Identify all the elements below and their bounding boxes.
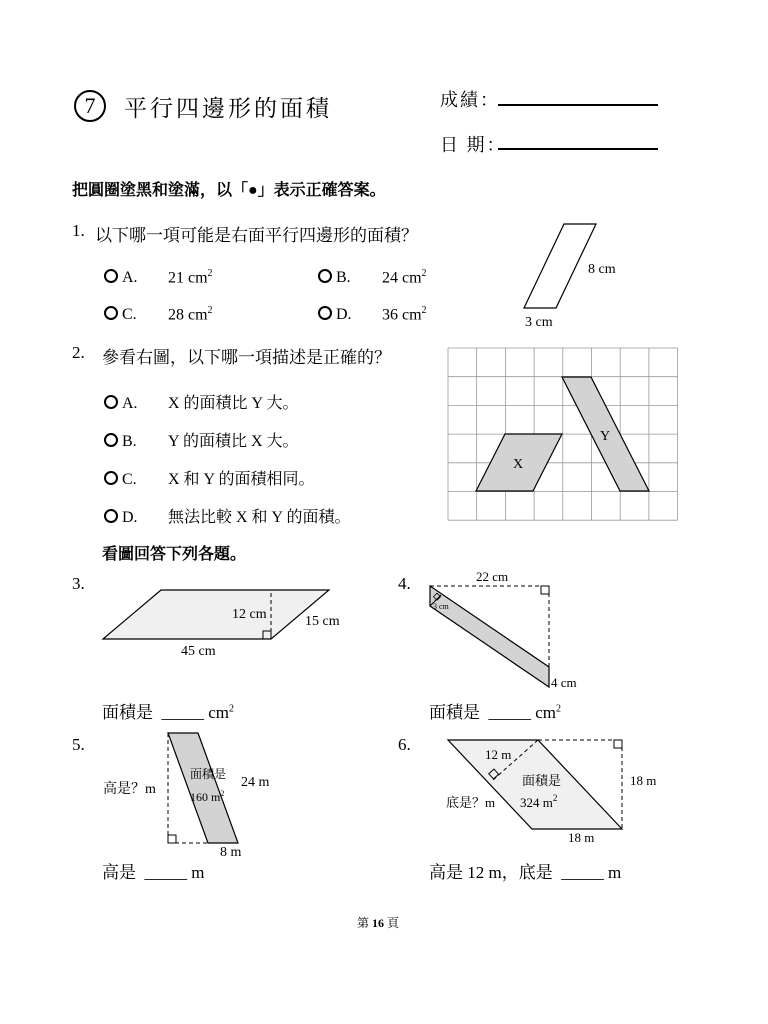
q3-side-label: 15 cm [305, 614, 340, 629]
q4-figure [420, 568, 590, 693]
right-angle-icon [541, 586, 549, 594]
answer-circle-icon[interactable] [104, 471, 118, 485]
q4-bottom-label: 4 cm [551, 675, 577, 690]
instructions: 把圓圈塗黑和塗滿，以「●」表示正確答案。 [72, 182, 386, 199]
score-blank[interactable] [498, 104, 658, 106]
page-title: 平行四邊形的面積 [124, 96, 332, 121]
q4-answer: 面積是 _____ $cm^2$ [429, 703, 562, 722]
q3-number: 3. [72, 574, 85, 593]
answer-circle-icon[interactable] [104, 509, 118, 523]
q2-text: 參看右圖，以下哪一項描述是正確的？ [102, 348, 391, 367]
q1-side-label: 8 cm [588, 262, 616, 277]
q3-answer-blank[interactable]: _____ [161, 703, 204, 722]
q2-option-a[interactable]: A. X 的面積比 Y 大。 [104, 390, 299, 413]
shape-y-label: Y [600, 429, 611, 444]
q2-option-c[interactable]: C. X 和 Y 的面積相同。 [104, 466, 315, 489]
q3-answer: 面積是 _____ $cm^2$ [102, 703, 235, 722]
q4-width-label: 3 cm [433, 602, 449, 611]
q5-answer-blank[interactable]: _____ [144, 863, 187, 882]
q1-base-label: 3 cm [525, 315, 553, 330]
answer-circle-icon[interactable] [104, 306, 118, 320]
q3-height-label: 12 cm [232, 607, 267, 622]
q1-option-a[interactable]: A. 21 $cm^2$ [104, 268, 213, 287]
q2-grid-figure [440, 340, 690, 530]
q1-text: 以下哪一項可能是右面平行四邊形的面積？ [95, 226, 418, 245]
q5-parallelogram [168, 733, 238, 843]
q6-answer-blank[interactable]: _____ [561, 863, 604, 882]
q6-area-line2: 324 $m^2$ [520, 793, 558, 810]
q5-area-line2: 160 $m^2$ [190, 789, 225, 804]
answer-circle-icon[interactable] [318, 269, 332, 283]
q2-option-d[interactable]: D. 無法比較 X 和 Y 的面積。 [104, 504, 351, 527]
q1-option-b[interactable]: B. 24 $cm^2$ [318, 268, 427, 287]
q6-number: 6. [398, 735, 411, 754]
q3-figure [95, 582, 365, 662]
date-label: 日 期： [440, 135, 507, 155]
answer-circle-icon[interactable] [318, 306, 332, 320]
date-blank[interactable] [498, 148, 658, 150]
score-label: 成績： [440, 90, 500, 110]
q5-number: 5. [72, 735, 85, 754]
q5-figure [95, 726, 295, 861]
q2-number: 2. [72, 343, 85, 362]
q4-answer-blank[interactable]: _____ [488, 703, 531, 722]
q6-bottom-label: 18 m [568, 830, 595, 845]
q2-option-b[interactable]: B. Y 的面積比 X 大。 [104, 428, 299, 451]
q5-area-line1: 面積是 [190, 767, 227, 781]
q5-height-label: 高是？m [103, 782, 156, 797]
grid-lines [448, 348, 678, 520]
q1-parallelogram [524, 224, 596, 308]
q1-parallelogram-figure [500, 215, 640, 335]
section2-title: 看圖回答下列各題。 [102, 546, 247, 563]
q1-number: 1. [72, 221, 85, 240]
right-angle-icon [614, 740, 622, 748]
q6-area-line1: 面積是 [522, 773, 562, 788]
q3-base-label: 45 cm [181, 644, 216, 659]
q5-answer: 高是 _____ m [102, 863, 205, 882]
q5-side-label: 24 m [241, 775, 270, 790]
q3-parallelogram [103, 590, 329, 639]
title-number-badge: 7 [74, 90, 106, 122]
q6-figure [440, 730, 670, 845]
shape-x-label: X [513, 457, 524, 472]
answer-circle-icon[interactable] [104, 433, 118, 447]
q6-right-label: 18 m [630, 773, 657, 788]
q6-base-question: 底是？m [446, 795, 496, 810]
q6-height-label: 12 m [485, 747, 512, 762]
q1-option-d[interactable]: D. 36 $cm^2$ [318, 305, 427, 324]
answer-circle-icon[interactable] [104, 269, 118, 283]
q6-answer: 高是 12 m，底是 _____ m [429, 863, 622, 882]
q1-option-c[interactable]: C. 28 $cm^2$ [104, 305, 213, 324]
q4-top-label: 22 cm [476, 569, 509, 584]
page-footer: 第 16 頁 [357, 916, 400, 930]
q4-number: 4. [398, 574, 411, 593]
right-angle-icon [168, 835, 176, 843]
q5-base-label: 8 m [220, 845, 242, 860]
answer-circle-icon[interactable] [104, 395, 118, 409]
